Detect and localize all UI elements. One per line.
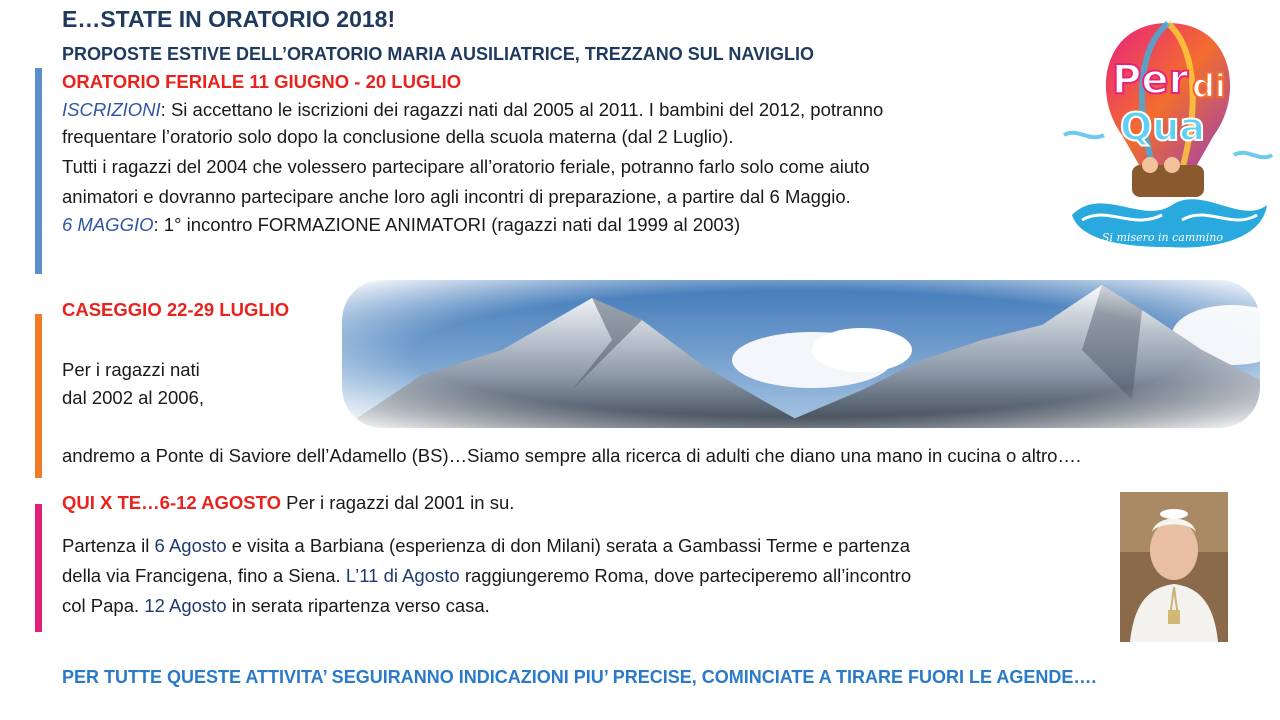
quixte-date-12: 12 Agosto bbox=[144, 595, 227, 616]
maggio-text: : 1° incontro FORMAZIONE ANIMATORI (ragazzi nati dal 1999 al 2003) bbox=[153, 214, 741, 235]
quixte-date-11: L’11 di Agosto bbox=[345, 565, 460, 586]
caseggio-line-3: andremo a Ponte di Saviore dell’Adamello (BS)…Siamo sempre alla ricerca di adulti che diano una mano in cucina o altro…. bbox=[62, 445, 1082, 466]
caseggio-heading: CASEGGIO 22-29 LUGLIO bbox=[62, 299, 290, 320]
feriale-line-2: frequentare l’oratorio solo dopo la conclusione della scuola materna (dal 2 Luglio). bbox=[62, 126, 734, 147]
footer-note: PER TUTTE QUESTE ATTIVITA’ SEGUIRANNO INDICAZIONI PIU’ PRECISE, COMINCIATE A TIRARE FUORI LE AGENDE…. bbox=[62, 667, 1097, 687]
quixte-l1-a: Partenza il bbox=[62, 535, 155, 556]
quixte-date-6: 6 Agosto bbox=[154, 535, 227, 556]
iscrizioni-text: : Si accettano le iscrizioni dei ragazzi nati dal 2005 al 2011. I bambini del 2012, potranno bbox=[160, 99, 884, 120]
section-bar-quixte bbox=[35, 504, 42, 632]
feriale-line-5 bbox=[62, 212, 740, 238]
logo-word-qua: Qua bbox=[1120, 105, 1205, 149]
iscrizioni-label: ISCRIZIONI bbox=[62, 99, 161, 120]
mountain-image bbox=[342, 280, 1260, 428]
page-title: E…STATE IN ORATORIO 2018! bbox=[62, 6, 396, 32]
quixte-l2-a: della via Francigena, fino a Siena. bbox=[62, 565, 346, 586]
feriale-line-4: animatori e dovranno partecipare anche loro agli incontri di preparazione, a partire dal 6 Maggio. bbox=[62, 186, 851, 207]
quixte-heading-line bbox=[62, 490, 514, 516]
section-bar-feriale bbox=[35, 68, 42, 274]
feriale-line-1 bbox=[62, 97, 883, 123]
quixte-heading-tail: Per i ragazzi dal 2001 in su. bbox=[280, 492, 515, 513]
maggio-label: 6 MAGGIO bbox=[62, 214, 154, 235]
quixte-line-3 bbox=[62, 593, 490, 619]
logo-word-di: di bbox=[1192, 67, 1226, 105]
perdi-qua-logo bbox=[1062, 15, 1274, 255]
quixte-line-1 bbox=[62, 533, 910, 559]
pope-photo bbox=[1120, 492, 1228, 642]
section-bar-caseggio bbox=[35, 314, 42, 478]
caseggio-line-2: dal 2002 al 2006, bbox=[62, 387, 204, 408]
feriale-line-3: Tutti i ragazzi del 2004 che volessero partecipare all’oratorio feriale, potranno farlo solo come aiuto bbox=[62, 156, 870, 177]
caseggio-line-1: Per i ragazzi nati bbox=[62, 359, 200, 380]
quixte-line-2 bbox=[62, 563, 911, 589]
logo-word-per: Per bbox=[1112, 57, 1189, 103]
quixte-l3-c: in serata ripartenza verso casa. bbox=[226, 595, 490, 616]
quixte-l1-c: e visita a Barbiana (esperienza di don Milani) serata a Gambassi Terme e partenza bbox=[226, 535, 911, 556]
logo-tagline: Si misero in cammino bbox=[1102, 231, 1223, 244]
quixte-l3-a: col Papa. bbox=[62, 595, 145, 616]
feriale-heading: ORATORIO FERIALE 11 GIUGNO - 20 LUGLIO bbox=[62, 71, 462, 92]
page-subtitle: PROPOSTE ESTIVE DELL’ORATORIO MARIA AUSILIATRICE, TREZZANO SUL NAVIGLIO bbox=[62, 44, 815, 64]
quixte-l2-c: raggiungeremo Roma, dove parteciperemo all’incontro bbox=[459, 565, 912, 586]
quixte-heading: QUI X TE…6-12 AGOSTO bbox=[62, 492, 281, 513]
